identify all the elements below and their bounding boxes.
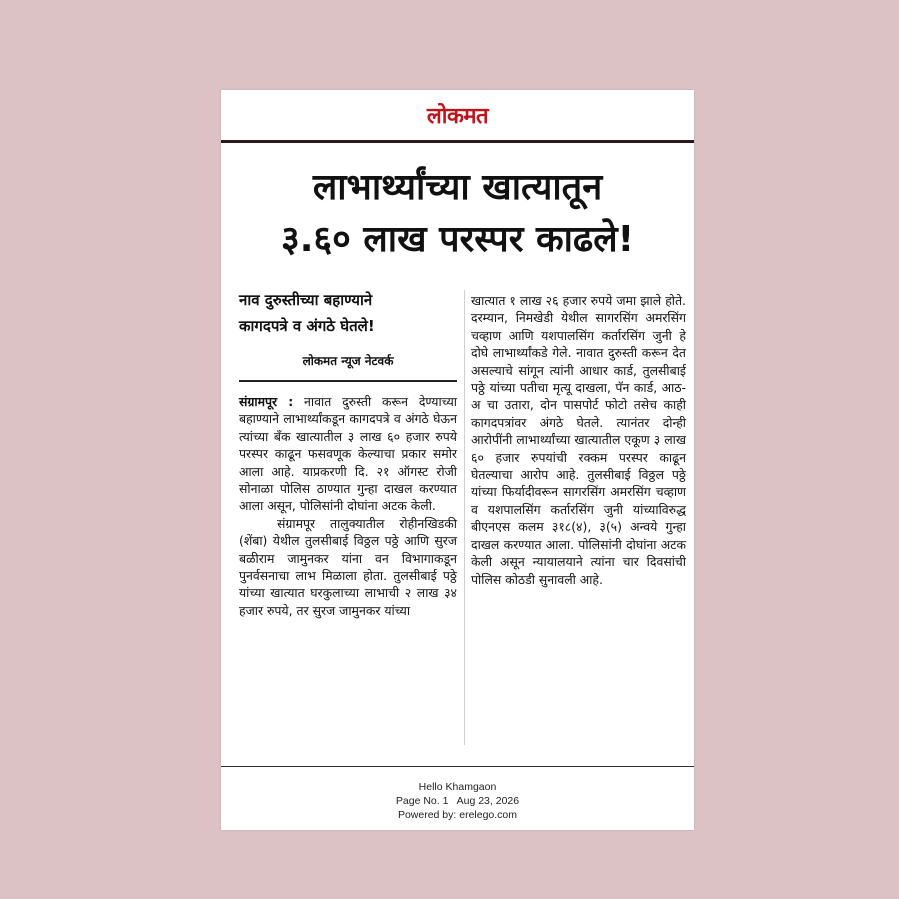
headline-line-1: लाभार्थ्यांच्या खात्यातून [312,167,603,208]
headline-line-2: ३.६० लाख परस्पर काढले! [280,219,635,260]
article-paragraph-2 [239,515,457,619]
dateline: संग्रामपूर : [239,394,294,409]
article-column-left [239,393,457,619]
footer-rule [221,766,694,767]
headline [221,162,694,266]
footer [221,780,694,822]
byline-rule [239,380,457,382]
masthead [221,90,694,140]
footer-powered-by: Powered by: erelego.com [397,809,518,821]
lokmat-logo: लोकमत [426,104,489,129]
newspaper-clipping [221,90,694,830]
article-paragraph-1 [239,393,457,515]
footer-page-date: Page No. 1 Aug 23, 2026 [395,795,520,807]
article-column-right [471,292,686,588]
byline: लोकमत न्यूज नेटवर्क [302,354,394,368]
article-paragraph-3: खात्यात १ लाख २६ हजार रुपये जमा झाले होते. दरम्यान, निमखेडी येथील सागरसिंग अमरसिंग चव्हाण आणि यशपालसिंग कर्तारसिंग जुनी हे दोघे लाभार्थ्यांकडे गेले. नावात दुरुस्ती करून देत असल्याचे सांगून त्यांनी आधार कार्ड, तुलसीबाई पठ्ठे यांच्या पतीचा मृत्यू दाखला, पॅन कार्ड, आठ-अ चा उतारा, दोन पासपोर्ट फोटो तसेच काही कागदपत्रांवर अंगठे घेतले. त्यानंतर दोन्ही आरोपींनी लाभार्थ्यांच्या खात्यातील एकूण ३ लाख ६० हजार रुपयांची रक्कम परस्पर काढून घेतल्याचा आरोप आहे. तुलसीबाई विठ्ठल पठ्ठे यांच्या फिर्यादीवरून सागरसिंग अमरसिंग चव्हाण व यशपालसिंग कर्तारसिंग जुनी यांच्याविरुद्ध बीएनएस कलम ३१८(४), ३(५) अन्वये गुन्हा दाखल करण्यात आला. पोलिसांनी दोघांना अटक केली असून न्यायालयाने त्यांना चार दिवसांची पोलिस कोठडी सुनावली आहे. [471,293,686,587]
subheadline-line-2: कागदपत्रे व अंगठे घेतले! [239,317,375,335]
column-divider [464,290,465,745]
subheadline-line-1: नाव दुरुस्तीच्या बहाण्याने [239,291,373,309]
footer-source: Hello Khamgaon [418,781,497,793]
subheadline [239,287,457,339]
masthead-rule [221,140,694,143]
paragraph-1-text: नावात दुरुस्ती करून देण्याच्या बहाण्याने लाभार्थ्यांकडून कागदपत्रे व अंगठे घेऊन त्यांच्या बँक खात्यातील ३ लाख ६० हजार रुपये परस्पर काढून फसवणूक केल्याचा प्रकार समोर आला आहे. याप्रकरणी दि. २१ ऑगस्ट रोजी सोनाळा पोलिस ठाण्यात गुन्हा दाखल करण्यात आला असून, पोलिसांनी दोघांना अटक केली. [239,394,457,514]
paragraph-2-text: संग्रामपूर तालुक्यातील रोहीनखिडकी (शेंबा) येथील तुलसीबाई विठ्ठल पठ्ठे आणि सुरज बळीराम जामुनकर यांना वन विभागाकडून पुनर्वसनाचा लाभ मिळाला होता. तुलसीबाई पठ्ठे यांच्या खात्यात घरकुलाच्या लाभाची २ लाख ३४ हजार रुपये, तर सुरज जामुनकर यांच्या [239,515,457,618]
